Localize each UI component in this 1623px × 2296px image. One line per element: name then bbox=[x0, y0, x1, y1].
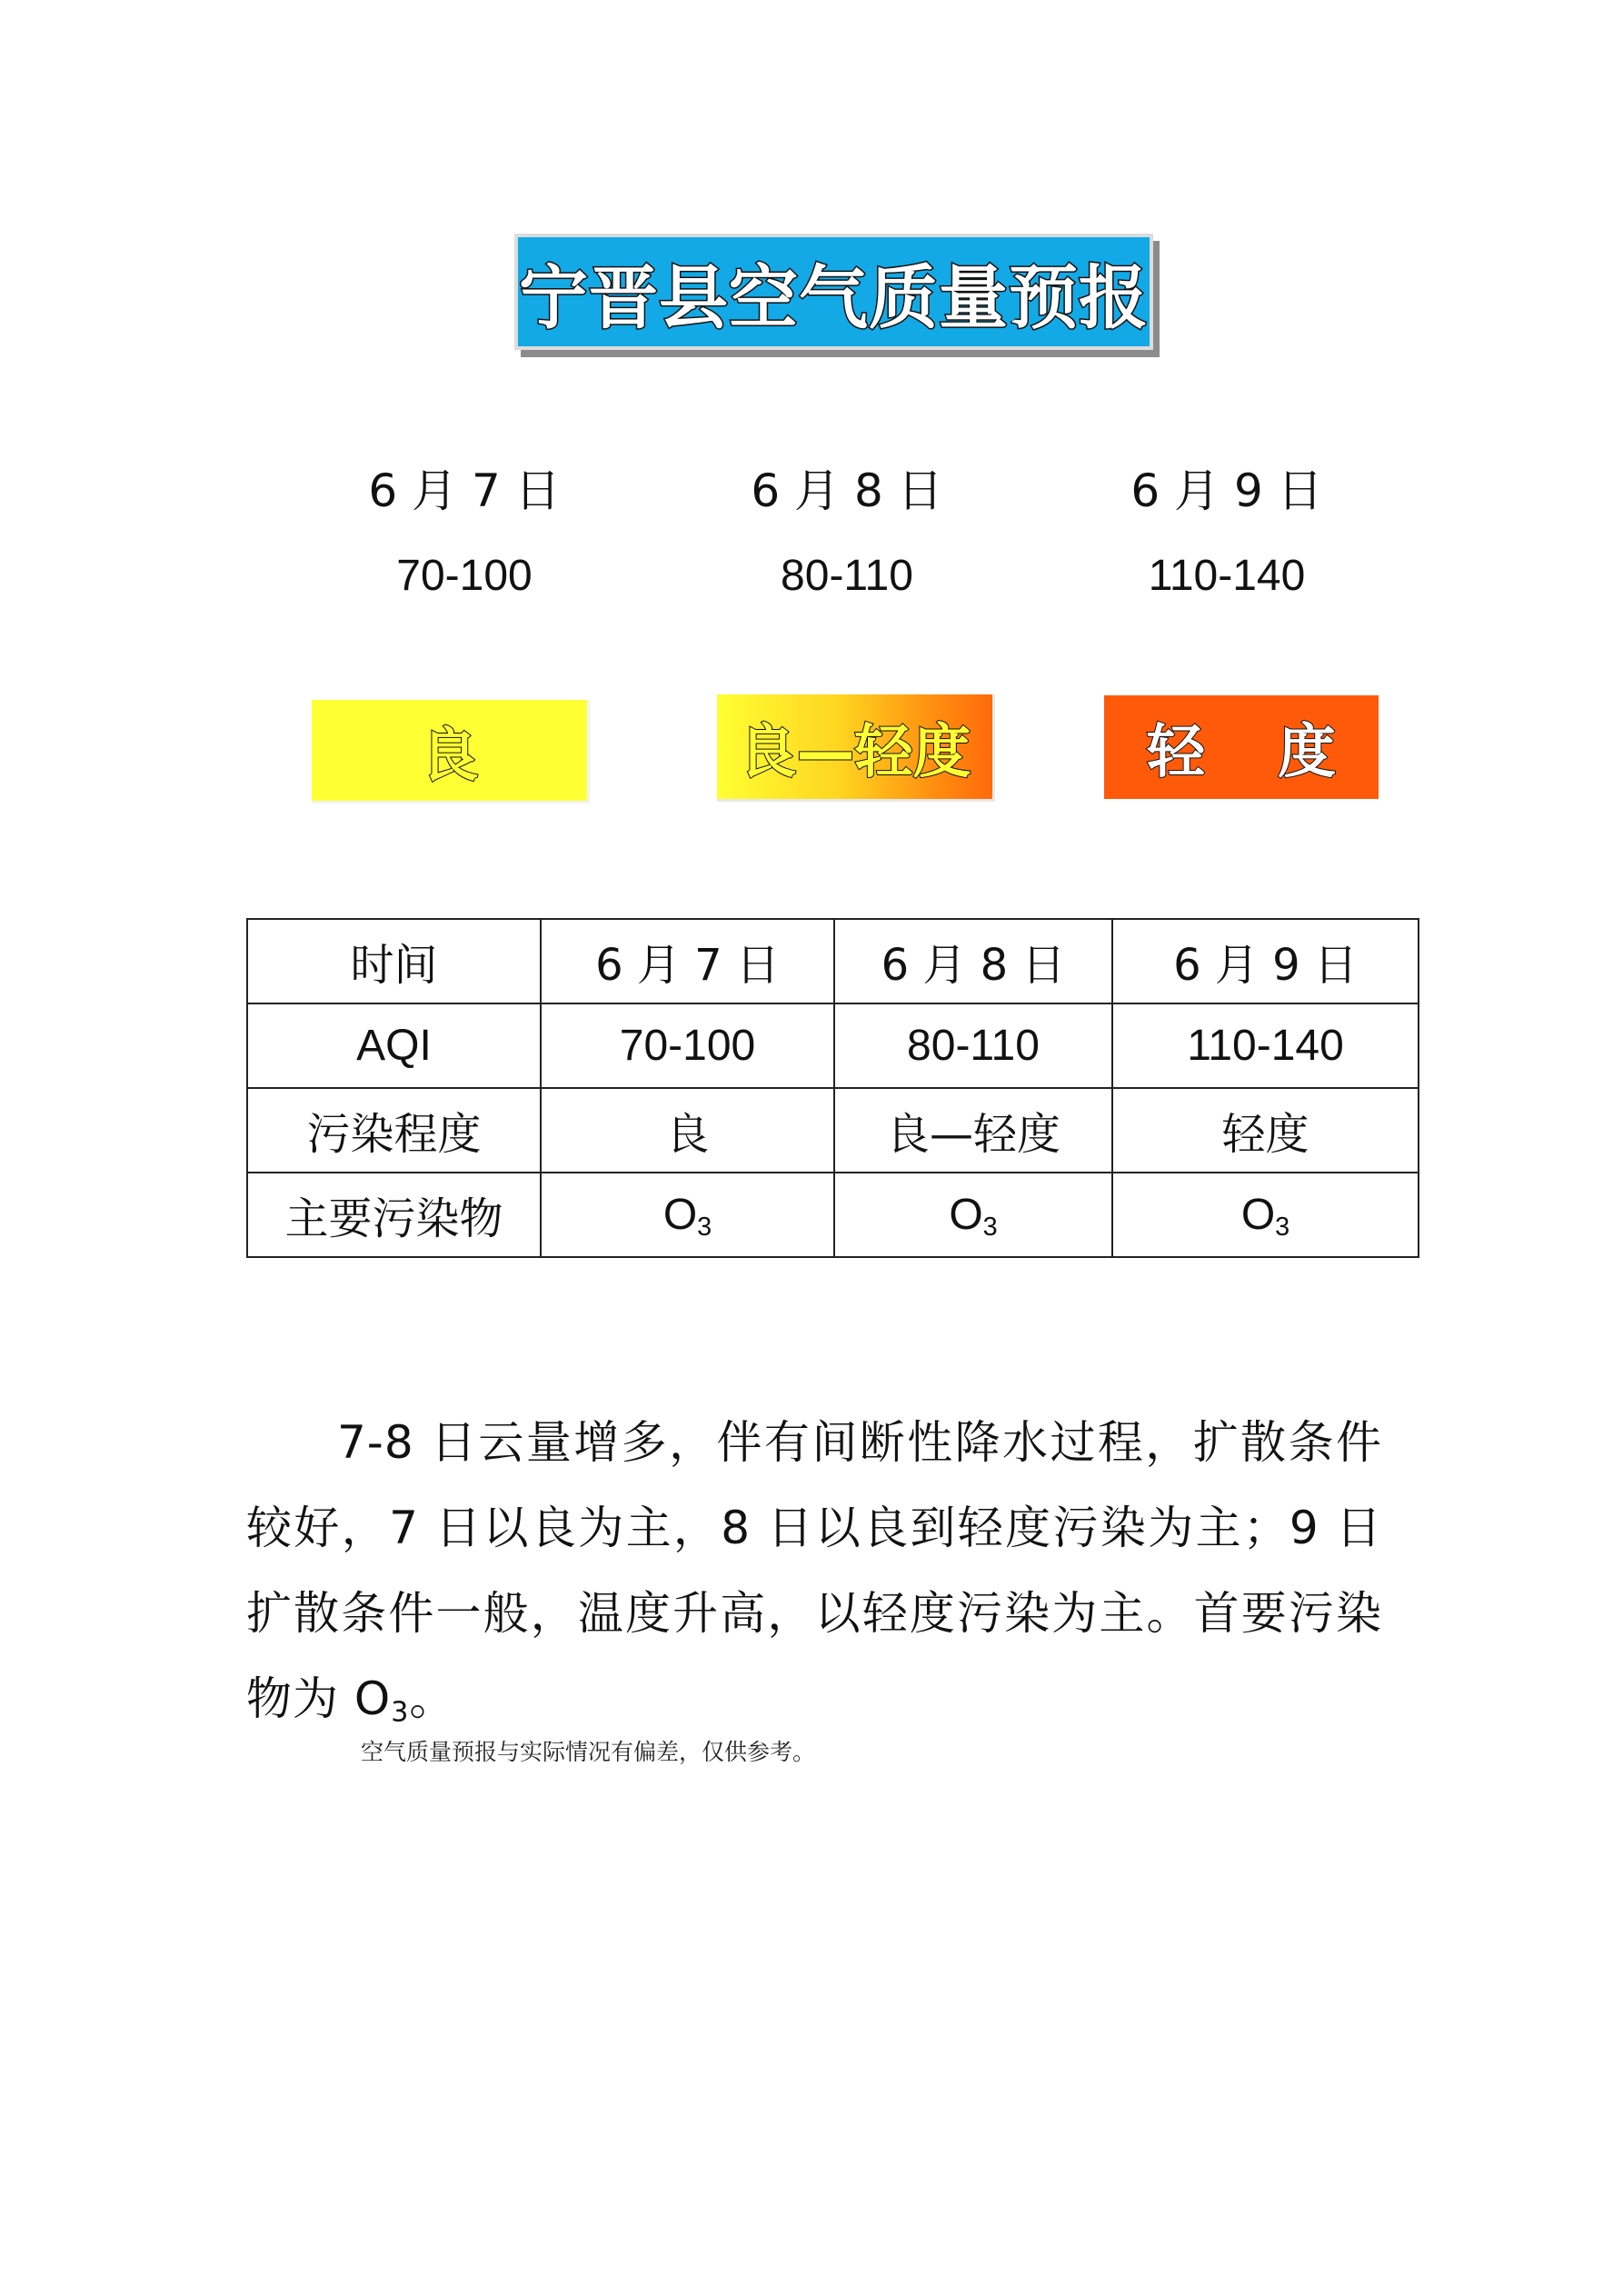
disclaimer-footnote: 空气质量预报与实际情况有偏差，仅供参考。 bbox=[361, 1739, 816, 1765]
level-badge-good-to-light bbox=[717, 694, 995, 802]
pollutant-base: O bbox=[949, 1191, 983, 1239]
pollutant-base: O bbox=[1240, 1191, 1276, 1239]
table-cell: 80-110 bbox=[834, 1003, 1112, 1088]
forecast-aqi-range: 70-100 bbox=[396, 552, 533, 600]
pollutant-base: O bbox=[662, 1191, 698, 1239]
level-badge-good bbox=[312, 700, 590, 804]
pollutant-sub: 3 bbox=[697, 1213, 712, 1243]
pollutant-sub: 3 bbox=[1275, 1213, 1290, 1243]
table-cell: 良 bbox=[541, 1088, 834, 1173]
forecast-day-3 bbox=[1072, 459, 1381, 608]
table-cell: 70-100 bbox=[541, 1003, 834, 1088]
table-cell bbox=[1112, 1173, 1419, 1257]
table-cell bbox=[541, 1173, 834, 1257]
forecast-date: 6 月 7 日 bbox=[368, 464, 561, 517]
table-cell: 110-140 bbox=[1112, 1003, 1419, 1088]
table-row bbox=[247, 1088, 1419, 1173]
table-row-label: 污染程度 bbox=[247, 1088, 541, 1173]
pollutant-sub: 3 bbox=[982, 1213, 998, 1243]
forecast-date: 6 月 8 日 bbox=[751, 464, 943, 517]
table-cell: 良—轻度 bbox=[834, 1088, 1112, 1173]
table-header-cell: 6 月 9 日 bbox=[1112, 919, 1419, 1003]
forecast-aqi-range: 110-140 bbox=[1148, 552, 1306, 600]
forecast-day-1 bbox=[310, 459, 619, 608]
forecast-aqi-range: 80-110 bbox=[781, 552, 913, 600]
table-row bbox=[247, 1003, 1419, 1088]
table-header-cell: 6 月 7 日 bbox=[541, 919, 834, 1003]
level-badge-label-a: 轻 bbox=[1147, 719, 1205, 786]
table-header-cell: 6 月 8 日 bbox=[834, 919, 1112, 1003]
level-badge-label: 良—轻度 bbox=[738, 718, 971, 786]
table-row-label: 主要污染物 bbox=[247, 1173, 541, 1257]
forecast-summary bbox=[246, 1400, 1382, 1742]
table-row-label: AQI bbox=[247, 1003, 541, 1088]
forecast-day-2 bbox=[692, 459, 1001, 608]
level-badge-label-b: 度 bbox=[1278, 719, 1336, 786]
forecast-date: 6 月 9 日 bbox=[1130, 464, 1323, 517]
aqi-forecast-table bbox=[246, 918, 1419, 1258]
summary-end: 。 bbox=[409, 1672, 456, 1725]
table-cell: 轻度 bbox=[1112, 1088, 1419, 1173]
table-header-cell: 时间 bbox=[247, 919, 541, 1003]
summary-text: 7-8 日云量增多，伴有间断性降水过程，扩散条件较好，7 日以良为主，8 日以良到轻度污染为主；9 日扩散条件一般，温度升高，以轻度污染为主。首要污染物为 O bbox=[246, 1416, 1382, 1725]
page-title: 宁晋县空气质量预报 bbox=[519, 256, 1149, 338]
summary-sub: 3 bbox=[391, 1696, 410, 1729]
level-badge-label: 良 bbox=[420, 722, 479, 790]
title-banner bbox=[514, 234, 1153, 350]
table-row bbox=[247, 919, 1419, 1003]
table-cell bbox=[834, 1173, 1112, 1257]
level-badge-light bbox=[1104, 695, 1379, 799]
table-row bbox=[247, 1173, 1419, 1257]
